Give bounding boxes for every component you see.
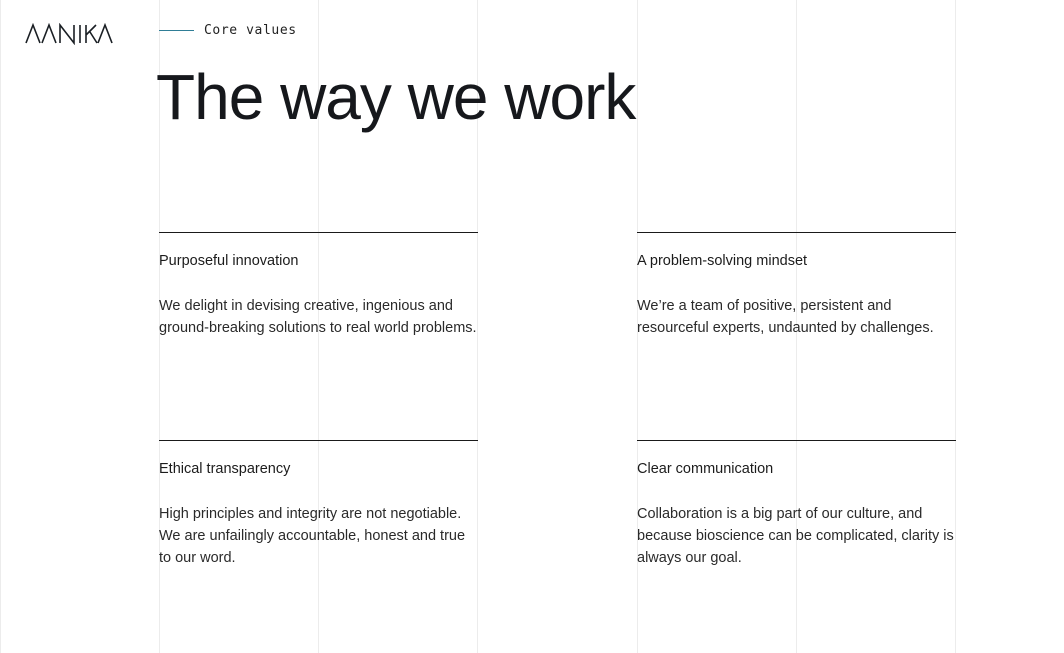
eyebrow-label: Core values xyxy=(204,22,297,38)
value-card xyxy=(159,440,478,566)
page-title: The way we work xyxy=(156,61,636,133)
value-card-title: A problem-solving mindset xyxy=(637,253,808,269)
value-card xyxy=(637,232,956,336)
value-card-title: Clear communication xyxy=(637,461,774,477)
value-card-body: High principles and integrity are not negotiable. We are unfailingly accountable, honest and true to our word. xyxy=(159,506,466,566)
section-eyebrow xyxy=(159,20,297,40)
aanika-logo[interactable] xyxy=(25,23,113,45)
value-card-title: Ethical transparency xyxy=(159,461,291,477)
value-card-body: We’re a team of positive, persistent and resourceful experts, undaunted by challenges. xyxy=(637,298,934,336)
value-card-body: We delight in devising creative, ingenious and ground-breaking solutions to real world problems. xyxy=(159,298,477,336)
grid-line xyxy=(0,0,1,653)
eyebrow-accent-line xyxy=(159,30,194,31)
value-card-body: Collaboration is a big part of our culture, and because bioscience can be complicated, clarity is always our goal. xyxy=(637,506,954,566)
value-card xyxy=(637,440,956,566)
value-card-title: Purposeful innovation xyxy=(159,253,299,269)
value-card xyxy=(159,232,478,336)
